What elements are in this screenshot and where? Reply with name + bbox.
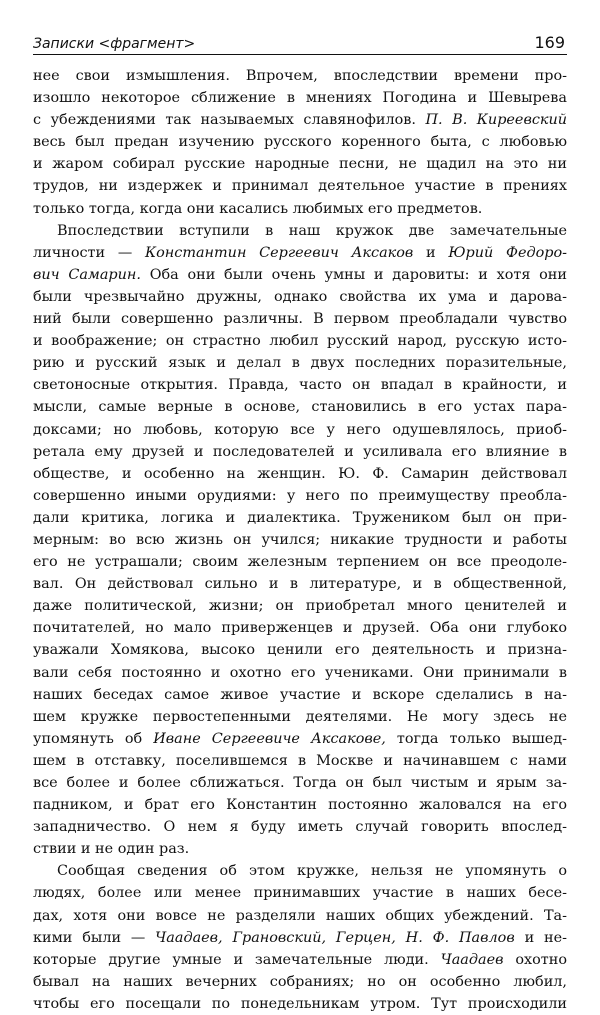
text-span: шем в отставку, поселившемся в Москве и начинавшем с нами	[33, 752, 567, 769]
text-span: изошло некоторое сближение в мнениях Погодина и Шевырева	[33, 90, 567, 107]
page-number: 169	[534, 33, 565, 52]
text-span: весь был предан изучению русского коренного быта, с любовью	[33, 134, 567, 151]
running-head-title: Записки <фрагмент>	[33, 36, 196, 52]
text-span: нее свои измышления. Впрочем, впоследствии времени про-	[33, 68, 567, 84]
italic-name: Юрий Федоро-	[448, 244, 567, 261]
italic-name: П. В. Киреевский	[425, 112, 568, 129]
text-line	[33, 905, 567, 927]
text-span: трудов, ни издержек и принимал деятельное участие в прениях	[33, 178, 567, 195]
text-line	[33, 772, 567, 794]
italic-name: Константин Сергеевич Аксаков	[144, 244, 414, 261]
text-span: бывал на наших вечерних собраниях; но он особенно любил,	[33, 973, 567, 990]
text-span: западничество. О нем я буду иметь случай говорить впослед-	[33, 819, 567, 836]
text-line	[33, 573, 567, 595]
text-span: светоносные открытия. Правда, часто он впадал в крайности, и	[33, 377, 567, 394]
text-span: почитателей, но мало приверженцев и друзей. Оба они глубоко	[33, 620, 567, 637]
italic-name: Иване Сергеевиче Аксакове,	[153, 730, 386, 747]
text-line	[33, 860, 567, 882]
text-span: и воображение; он страстно любил русский народ, русскую исто-	[33, 333, 567, 350]
text-span: личности —	[33, 244, 145, 261]
text-span: все более и более сближаться. Тогда он был чистым и ярым за-	[33, 775, 567, 791]
text-line	[33, 65, 567, 87]
text-span: охотно	[503, 951, 567, 968]
text-span: упомянуть об	[33, 730, 154, 747]
text-line	[33, 927, 567, 949]
text-span: доксами; но любовь, которую все у него одушевлялось, приоб-	[33, 421, 567, 438]
text-span: людях, более или менее принимавших участие в наших бесе-	[33, 885, 567, 902]
text-line	[33, 816, 567, 838]
text-span: и не-	[514, 929, 567, 946]
italic-name: вич Самарин.	[33, 266, 141, 283]
text-span: уважали Хомякова, высоко ценили его деятельность и призна-	[33, 642, 567, 659]
text-line	[33, 198, 567, 220]
text-span: ний были совершенно различны. В первом преобладали чувство	[33, 311, 567, 328]
text-line	[33, 794, 567, 816]
text-line	[33, 220, 567, 242]
text-line	[33, 264, 567, 286]
text-span: обществе, и особенно на женщин. Ю. Ф. Самарин действовал	[33, 465, 567, 482]
text-span: Оба они были очень умны и даровиты: и хотя они	[140, 266, 567, 283]
text-span: падником, и брат его Константин постоянно жаловался на его	[33, 797, 567, 814]
text-span: и	[413, 244, 449, 261]
text-span: совершенно иными орудиями: у него по преимуществу преобла-	[33, 487, 567, 504]
text-span: были чрезвычайно дружны, однако свойства их ума и дарова-	[33, 288, 567, 305]
text-line	[33, 595, 567, 617]
text-line	[33, 419, 567, 441]
text-span: мысли, самые верные в основе, становились в его устах пара-	[33, 399, 567, 416]
text-span: чтобы его посещали по понедельникам утром. Тут происходили	[33, 995, 567, 1012]
italic-name: Чаадаев	[440, 951, 504, 968]
text-span: только тогда, когда они касались любимых его предметов.	[33, 200, 483, 217]
text-span: вал. Он действовал сильно и в литературе, и в общественной,	[33, 576, 567, 593]
italic-name: Чаадаев, Грановский, Герцен, Н. Ф. Павлов	[155, 929, 515, 946]
text-span: мерным: во всю жизнь он учился; никакие трудности и работы	[33, 531, 567, 548]
text-line	[33, 993, 567, 1015]
text-line	[33, 175, 567, 197]
text-span: Впоследствии вступили в наш кружок две замечательные	[57, 222, 567, 239]
text-line	[33, 507, 567, 529]
text-line	[33, 838, 567, 860]
text-span: шем кружке первостепенными деятелями. Не могу здесь не	[33, 708, 567, 725]
text-line	[33, 109, 567, 131]
text-line	[33, 441, 567, 463]
text-span: кими были —	[33, 929, 156, 946]
text-span: которые другие умные и замечательные люди.	[33, 951, 441, 968]
text-line	[33, 639, 567, 661]
text-line	[33, 728, 567, 750]
text-line	[33, 949, 567, 971]
text-span: тогда только вышед-	[385, 730, 567, 747]
text-span: дали критика, логика и диалектика. Тружеником был он при-	[33, 509, 567, 526]
text-line	[33, 242, 567, 264]
text-line	[33, 308, 567, 330]
text-line	[33, 87, 567, 109]
text-line	[33, 330, 567, 352]
text-line	[33, 352, 567, 374]
text-span: дах, хотя они вовсе не разделяли наших общих убеждений. Та-	[33, 907, 567, 924]
text-span: ствии и не один раз.	[33, 841, 190, 858]
text-line	[33, 131, 567, 153]
text-line	[33, 374, 567, 396]
text-span: наших беседах самое живое участие и вскоре сделались в на-	[33, 686, 567, 703]
text-line	[33, 750, 567, 772]
text-line	[33, 662, 567, 684]
text-span: его не устрашали; своим железным терпением он все преодоле-	[33, 554, 567, 571]
text-line	[33, 485, 567, 507]
text-line	[33, 882, 567, 904]
text-span: рию и русский язык и делал в двух последних поразительные,	[33, 355, 567, 372]
text-line	[33, 396, 567, 418]
text-span: Сообщая сведения об этом кружке, нельзя не упомянуть о	[57, 863, 567, 880]
body-text	[33, 65, 567, 1015]
text-line	[33, 551, 567, 573]
text-span: ретала ему друзей и последователей и усиливала его влияние в	[33, 443, 567, 460]
text-span: и жаром собирал русские народные песни, не щадил на это ни	[33, 156, 567, 173]
text-line	[33, 153, 567, 175]
text-line	[33, 617, 567, 639]
text-span: с убеждениями так называемых славянофилов.	[33, 112, 426, 129]
running-head	[33, 28, 567, 55]
text-span: вали себя постоянно и охотно его учениками. Они принимали в	[33, 664, 567, 681]
text-line	[33, 971, 567, 993]
text-line	[33, 286, 567, 308]
text-line	[33, 529, 567, 551]
text-line	[33, 463, 567, 485]
text-line	[33, 684, 567, 706]
text-line	[33, 706, 567, 728]
text-span: даже политической, жизни; он приобретал много ценителей и	[33, 598, 567, 615]
